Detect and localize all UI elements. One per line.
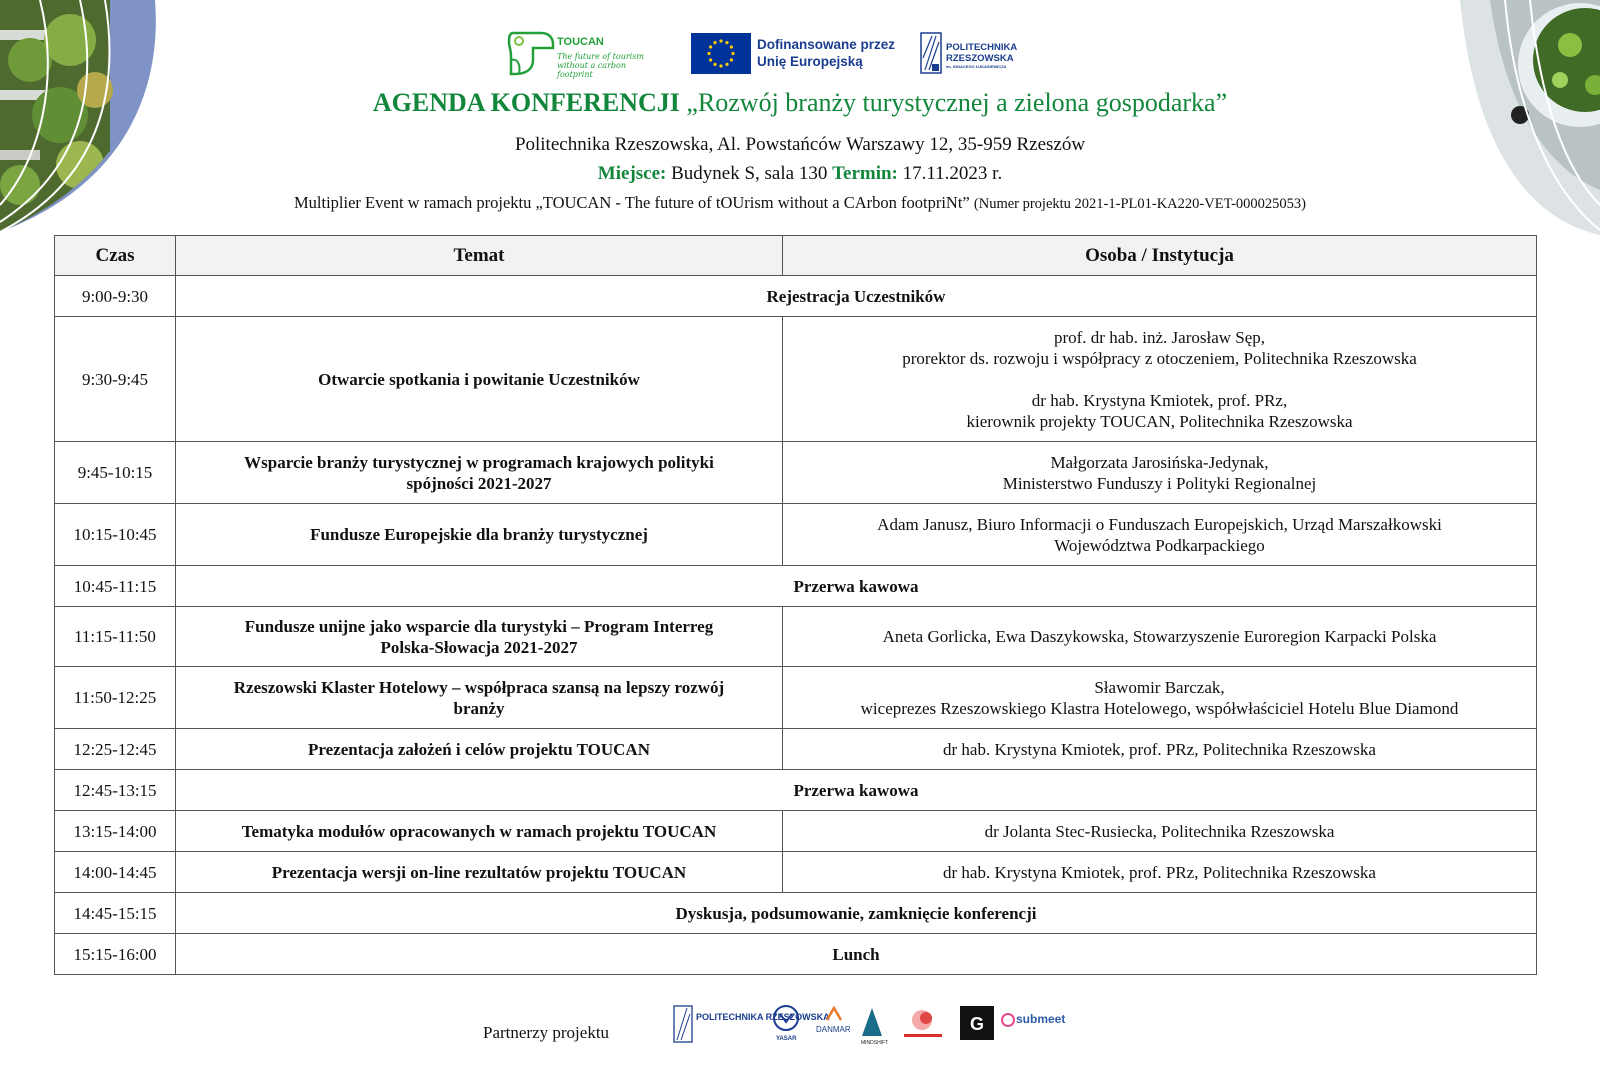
table-row (55, 811, 1537, 852)
header-logos (0, 28, 1600, 78)
eu-flag-icon (691, 33, 751, 74)
toucan-bird-icon (507, 30, 555, 76)
agenda-table (54, 235, 1537, 975)
table-row (55, 504, 1537, 566)
time-cell: 9:45-10:15 (55, 442, 176, 504)
toucan-name: TOUCAN (557, 36, 604, 48)
table-row (55, 667, 1537, 729)
topic-cell: Otwarcie spotkania i powitanie Uczestników (176, 317, 783, 442)
page-title: AGENDA KONFERENCJI „Rozwój branży turystycznej a zielona gospodarka” (372, 88, 1228, 117)
person-cell: Aneta Gorlicka, Ewa Daszykowska, Stowarzyszenie Euroregion Karpacki Polska (783, 607, 1537, 667)
project-number: (Numer projektu 2021-1-PL01-KA220-VET-000025053) (973, 196, 1306, 212)
table-row (55, 276, 1537, 317)
time-cell: 11:50-12:25 (55, 667, 176, 729)
column-header-time: Czas (55, 236, 176, 276)
toucan-tagline: The future of tourism without a carbon footprint (557, 52, 644, 79)
person-cell: dr Jolanta Stec-Rusiecka, Politechnika Rzeszowska (783, 811, 1537, 852)
column-header-topic: Temat (176, 236, 783, 276)
person-cell: dr hab. Krystyna Kmiotek, prof. PRz, Politechnika Rzeszowska (783, 729, 1537, 770)
topic-cell: Rzeszowski Klaster Hotelowy – współpraca szansą na lepszy rozwój branży (176, 667, 783, 729)
table-row (55, 893, 1537, 934)
table-row (55, 442, 1537, 504)
break-cell: Rejestracja Uczestników (176, 276, 1537, 317)
table-row (55, 317, 1537, 442)
svg-text:MINDSHIFT: MINDSHIFT (861, 1040, 889, 1046)
table-row (55, 729, 1537, 770)
politechnika-emblem-icon (920, 32, 942, 74)
table-row (55, 934, 1537, 975)
break-cell: Przerwa kawowa (176, 770, 1537, 811)
table-row (55, 770, 1537, 811)
topic-cell: Fundusze Europejskie dla branży turystycznej (176, 504, 783, 566)
svg-text:YASAR: YASAR (776, 1036, 797, 1042)
politechnika-logo: POLITECHNIKA RZESZOWSKA im. IGNACEGO ŁUKASIEWICZA (920, 32, 1030, 76)
time-cell: 12:45-13:15 (55, 770, 176, 811)
person-cell: dr hab. Krystyna Kmiotek, prof. PRz, Politechnika Rzeszowska (783, 852, 1537, 893)
topic-cell: Prezentacja założeń i celów projektu TOUCAN (176, 729, 783, 770)
topic-cell: Fundusze unijne jako wsparcie dla turystyki – Program Interreg Polska-Słowacja 2021-2027 (176, 607, 783, 667)
topic-cell: Prezentacja wersji on-line rezultatów projektu TOUCAN (176, 852, 783, 893)
partners-label: Partnerzy projektu (483, 1023, 610, 1042)
svg-text:DANMAR: DANMAR (816, 1025, 851, 1034)
topic-cell: Wsparcie branży turystycznej w programach krajowych polityki spójności 2021-2027 (176, 442, 783, 504)
break-cell: Przerwa kawowa (176, 566, 1537, 607)
multiplier-event-info: Multiplier Event w ramach projektu „TOUCAN - The future of tOUrism without a CArbon footpriNt” (Numer projektu 2021-1-PL01-KA220-VET-000025053) (294, 193, 1306, 212)
table-row (55, 852, 1537, 893)
closing-cell: Dyskusja, podsumowanie, zamknięcie konferencji (176, 893, 1537, 934)
svg-text:POLITECHNIKA RZESZOWSKA: POLITECHNIKA RZESZOWSKA (696, 1012, 830, 1022)
g-logo (960, 1006, 994, 1040)
topic-cell: Tematyka modułów opracowanych w ramach projektu TOUCAN (176, 811, 783, 852)
person-cell: prof. dr hab. inż. Jarosław Sęp, prorektor ds. rozwoju i współpracy z otoczeniem, Politechnika Rzeszowska dr hab. Krystyna Kmiotek, prof. PRz, kierownik projekty TOUCAN, Politechnika Rzeszowska (783, 317, 1537, 442)
svg-text:G: G (970, 1014, 985, 1034)
lunch-cell: Lunch (176, 934, 1537, 975)
time-cell: 13:15-14:00 (55, 811, 176, 852)
submeet-logo (1002, 1012, 1065, 1026)
mindshift-logo (861, 1008, 888, 1046)
person-cell: Małgorzata Jarosińska-Jedynak, Ministerstwo Funduszy i Polityki Regionalnej (783, 442, 1537, 504)
politechnika-partner-logo (674, 1006, 830, 1042)
time-cell: 12:25-12:45 (55, 729, 176, 770)
time-cell: 11:15-11:50 (55, 607, 176, 667)
eu-cofunded-text: Dofinansowane przez Unię Europejską (757, 37, 896, 69)
partner-logos (672, 1000, 1092, 1048)
time-cell: 10:45-11:15 (55, 566, 176, 607)
time-cell: 15:15-16:00 (55, 934, 176, 975)
person-cell: Sławomir Barczak, wiceprezes Rzeszowskiego Klastra Hotelowego, współwłaściciel Hotelu Blue Diamond (783, 667, 1537, 729)
time-cell: 9:00-9:30 (55, 276, 176, 317)
place-and-date: Miejsce: Budynek S, sala 130 Termin: 17.11.2023 r. (597, 163, 1003, 184)
person-cell: Adam Janusz, Biuro Informacji o Funduszach Europejskich, Urząd Marszałkowski Województwa Podkarpackiego (783, 504, 1537, 566)
column-header-person: Osoba / Instytucja (783, 236, 1537, 276)
table-row (55, 607, 1537, 667)
venue-address: Politechnika Rzeszowska, Al. Powstańców Warszawy 12, 35-959 Rzeszów (514, 134, 1086, 155)
time-cell: 10:15-10:45 (55, 504, 176, 566)
time-cell: 14:00-14:45 (55, 852, 176, 893)
toucan-logo (507, 30, 657, 79)
time-cell: 9:30-9:45 (55, 317, 176, 442)
table-row (55, 566, 1537, 607)
svg-text:submeet: submeet (1016, 1012, 1066, 1026)
table-header-row (55, 236, 1537, 276)
asserted-knowledge-logo (904, 1010, 942, 1037)
time-cell: 14:45-15:15 (55, 893, 176, 934)
